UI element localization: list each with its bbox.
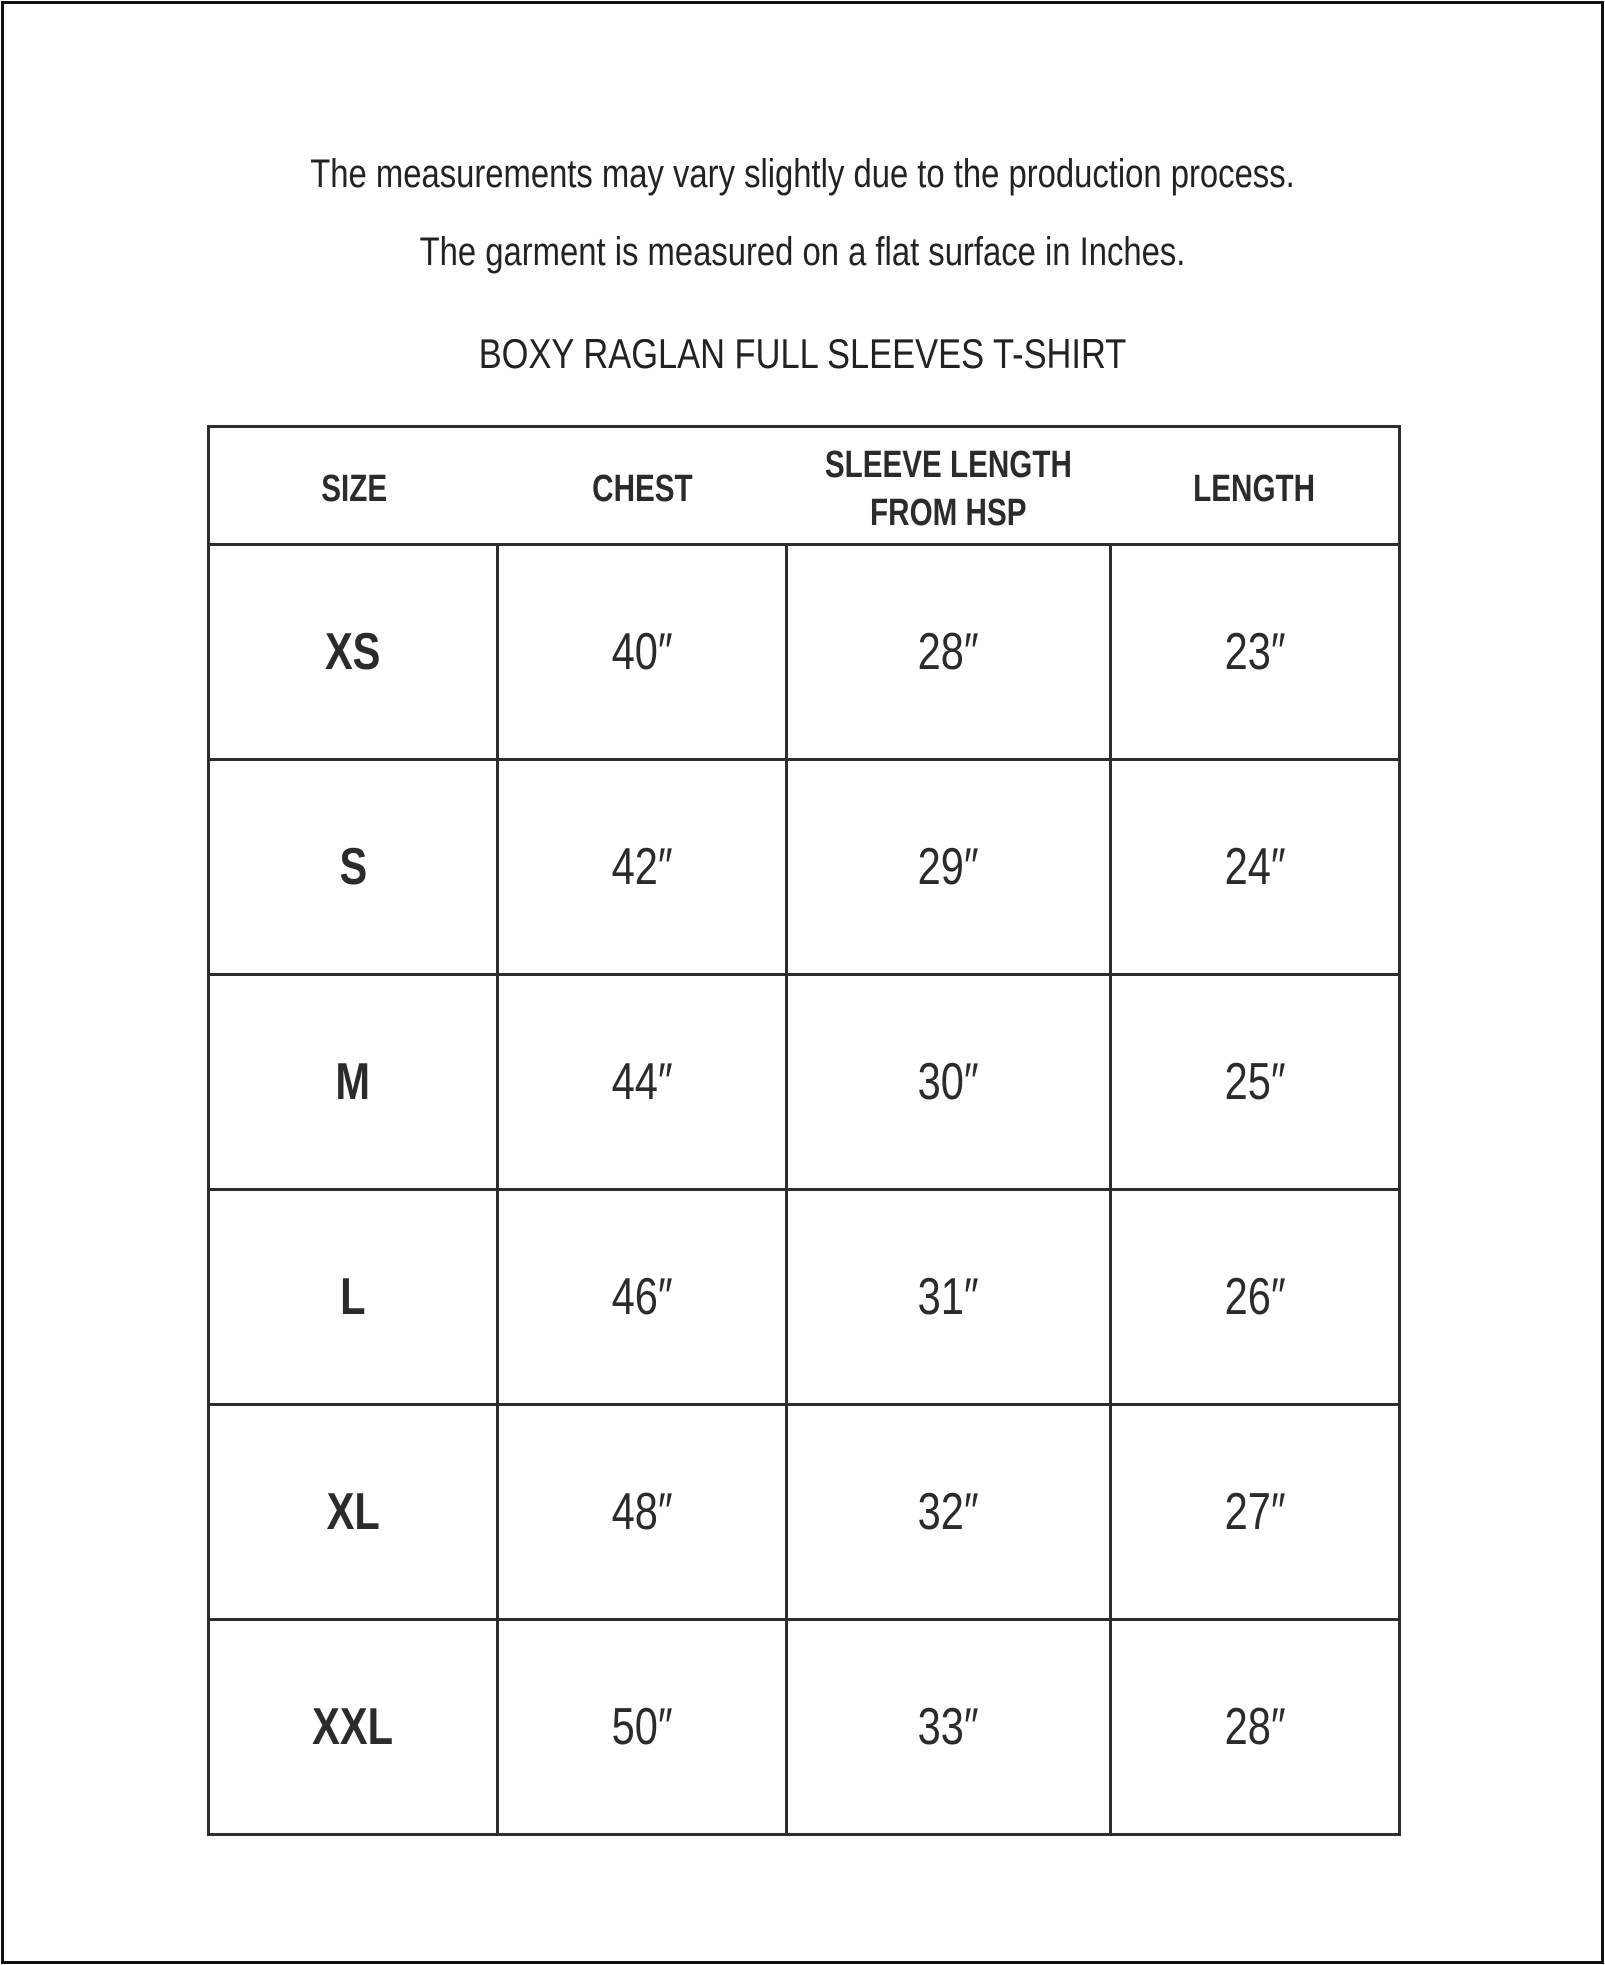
sleeve-cell: 31″: [787, 1190, 1111, 1405]
table-row: [209, 545, 1400, 760]
length-cell: 27″: [1111, 1405, 1400, 1620]
sleeve-cell: 28″: [787, 545, 1111, 760]
chest-cell: 44″: [498, 975, 787, 1190]
column-header-chest: CHEST: [498, 427, 787, 545]
size-chart-table: [207, 425, 1401, 1836]
product-title: BOXY RAGLAN FULL SLEEVES T-SHIRT: [478, 330, 1127, 377]
sleeve-header-line2: FROM HSP: [870, 491, 1027, 534]
table-row: [209, 760, 1400, 975]
measurement-unit-note: The garment is measured on a flat surface in Inches.: [419, 230, 1186, 274]
sleeve-cell: 33″: [787, 1620, 1111, 1835]
table-header-row: [209, 427, 1400, 545]
table-row: [209, 1405, 1400, 1620]
column-header-length: LENGTH: [1111, 427, 1400, 545]
sleeve-cell: 30″: [787, 975, 1111, 1190]
length-cell: 23″: [1111, 545, 1400, 760]
size-cell: M: [209, 975, 498, 1190]
column-header-sleeve-length: [787, 427, 1111, 545]
length-cell: 24″: [1111, 760, 1400, 975]
sleeve-header-line1: SLEEVE LENGTH: [824, 443, 1073, 486]
table-row: [209, 1620, 1400, 1835]
table-row: [209, 975, 1400, 1190]
length-cell: 26″: [1111, 1190, 1400, 1405]
size-cell: XXL: [209, 1620, 498, 1835]
chest-cell: 46″: [498, 1190, 787, 1405]
table-row: [209, 1190, 1400, 1405]
length-cell: 25″: [1111, 975, 1400, 1190]
chest-cell: 42″: [498, 760, 787, 975]
column-header-size: SIZE: [209, 427, 498, 545]
size-cell: S: [209, 760, 498, 975]
sleeve-cell: 32″: [787, 1405, 1111, 1620]
sleeve-cell: 29″: [787, 760, 1111, 975]
measurement-note: The measurements may vary slightly due to the production process.: [310, 152, 1295, 196]
size-cell: L: [209, 1190, 498, 1405]
length-cell: 28″: [1111, 1620, 1400, 1835]
chest-cell: 40″: [498, 545, 787, 760]
chest-cell: 48″: [498, 1405, 787, 1620]
chest-cell: 50″: [498, 1620, 787, 1835]
size-cell: XS: [209, 545, 498, 760]
size-cell: XL: [209, 1405, 498, 1620]
